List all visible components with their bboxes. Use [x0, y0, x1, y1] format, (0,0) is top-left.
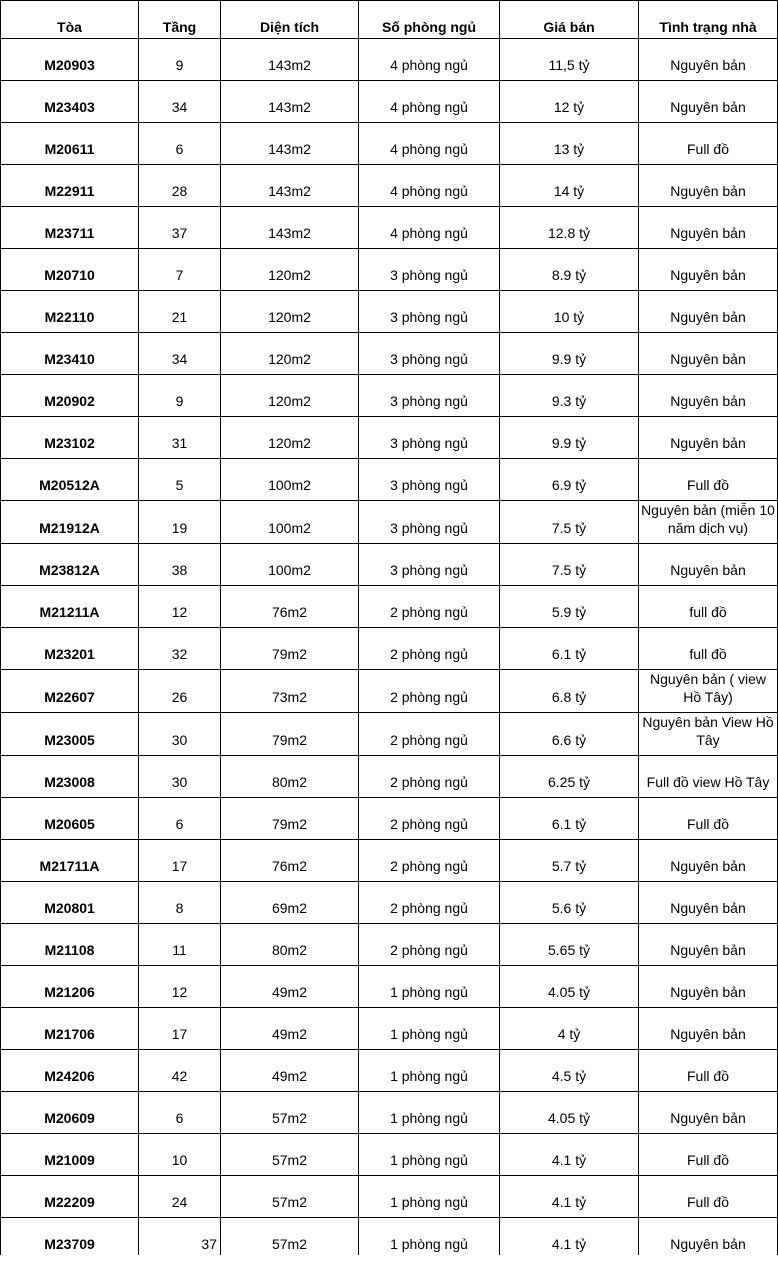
- cell-tang: 9: [139, 39, 221, 81]
- table-row: [1, 840, 778, 882]
- cell-tang: 10: [139, 1134, 221, 1176]
- cell-gia-ban: 6.8 tỷ: [500, 670, 639, 713]
- cell-toa: M20903: [1, 39, 139, 81]
- cell-tang: 8: [139, 882, 221, 924]
- table-row: [1, 123, 778, 165]
- cell-dien-tich: 57m2: [221, 1134, 359, 1176]
- cell-so-phong-ngu: 3 phòng ngủ: [359, 291, 500, 333]
- cell-tinh-trang: Nguyên bản: [639, 1008, 778, 1050]
- cell-so-phong-ngu: 1 phòng ngủ: [359, 1134, 500, 1176]
- cell-tinh-trang: Full đồ: [639, 123, 778, 165]
- cell-gia-ban: 4.05 tỷ: [500, 1092, 639, 1134]
- cell-dien-tich: 120m2: [221, 375, 359, 417]
- cell-gia-ban: 6.25 tỷ: [500, 756, 639, 798]
- cell-so-phong-ngu: 1 phòng ngủ: [359, 1008, 500, 1050]
- cell-dien-tich: 120m2: [221, 417, 359, 459]
- cell-toa: M20611: [1, 123, 139, 165]
- cell-so-phong-ngu: 3 phòng ngủ: [359, 417, 500, 459]
- cell-toa: M20902: [1, 375, 139, 417]
- cell-so-phong-ngu: 2 phòng ngủ: [359, 713, 500, 756]
- table-row: [1, 966, 778, 1008]
- cell-dien-tich: 73m2: [221, 670, 359, 713]
- cell-gia-ban: 8.9 tỷ: [500, 249, 639, 291]
- cell-tang: 34: [139, 333, 221, 375]
- cell-gia-ban: 7.5 tỷ: [500, 501, 639, 544]
- cell-gia-ban: 4.1 tỷ: [500, 1218, 639, 1256]
- cell-toa: M20512A: [1, 459, 139, 501]
- cell-tang: 34: [139, 81, 221, 123]
- table-row: [1, 333, 778, 375]
- cell-dien-tich: 79m2: [221, 798, 359, 840]
- cell-tinh-trang: Nguyên bản: [639, 375, 778, 417]
- cell-so-phong-ngu: 1 phòng ngủ: [359, 1218, 500, 1256]
- cell-tang: 17: [139, 1008, 221, 1050]
- cell-toa: M20605: [1, 798, 139, 840]
- table-row: [1, 924, 778, 966]
- cell-tinh-trang: Full đồ: [639, 1134, 778, 1176]
- cell-so-phong-ngu: 2 phòng ngủ: [359, 840, 500, 882]
- cell-toa: M23812A: [1, 544, 139, 586]
- table-row: [1, 249, 778, 291]
- cell-tinh-trang: Full đồ: [639, 798, 778, 840]
- cell-gia-ban: 7.5 tỷ: [500, 544, 639, 586]
- cell-tang: 37: [139, 1218, 221, 1256]
- cell-toa: M21206: [1, 966, 139, 1008]
- cell-gia-ban: 4.05 tỷ: [500, 966, 639, 1008]
- cell-so-phong-ngu: 2 phòng ngủ: [359, 586, 500, 628]
- table-row: [1, 501, 778, 544]
- cell-tinh-trang: Nguyên bản: [639, 249, 778, 291]
- cell-tinh-trang: Nguyên bản: [639, 924, 778, 966]
- table-row: [1, 670, 778, 713]
- table-row: [1, 756, 778, 798]
- cell-toa: M21711A: [1, 840, 139, 882]
- header-gia-ban: Giá bán: [500, 1, 639, 39]
- cell-so-phong-ngu: 2 phòng ngủ: [359, 924, 500, 966]
- cell-tang: 38: [139, 544, 221, 586]
- cell-tinh-trang: full đồ: [639, 628, 778, 670]
- cell-toa: M23709: [1, 1218, 139, 1256]
- cell-dien-tich: 143m2: [221, 81, 359, 123]
- table-row: [1, 586, 778, 628]
- cell-tinh-trang: Nguyên bản: [639, 966, 778, 1008]
- header-row: [1, 1, 778, 39]
- table-row: [1, 1134, 778, 1176]
- table-row: [1, 459, 778, 501]
- cell-gia-ban: 6.6 tỷ: [500, 713, 639, 756]
- cell-toa: M20609: [1, 1092, 139, 1134]
- table-row: [1, 165, 778, 207]
- cell-dien-tich: 49m2: [221, 1050, 359, 1092]
- cell-gia-ban: 4.1 tỷ: [500, 1176, 639, 1218]
- table-row: [1, 417, 778, 459]
- cell-tinh-trang: Nguyên bản: [639, 333, 778, 375]
- cell-tang: 21: [139, 291, 221, 333]
- cell-tang: 28: [139, 165, 221, 207]
- cell-tang: 26: [139, 670, 221, 713]
- cell-tinh-trang: Nguyên bản: [639, 1092, 778, 1134]
- cell-tinh-trang: full đồ: [639, 586, 778, 628]
- cell-tang: 6: [139, 1092, 221, 1134]
- cell-dien-tich: 143m2: [221, 165, 359, 207]
- cell-dien-tich: 49m2: [221, 966, 359, 1008]
- cell-gia-ban: 5.7 tỷ: [500, 840, 639, 882]
- table-row: [1, 882, 778, 924]
- cell-dien-tich: 143m2: [221, 123, 359, 165]
- cell-so-phong-ngu: 4 phòng ngủ: [359, 165, 500, 207]
- table-row: [1, 1218, 778, 1256]
- cell-so-phong-ngu: 4 phòng ngủ: [359, 123, 500, 165]
- cell-dien-tich: 120m2: [221, 291, 359, 333]
- cell-gia-ban: 11,5 tỷ: [500, 39, 639, 81]
- cell-tinh-trang: Nguyên bản: [639, 165, 778, 207]
- cell-gia-ban: 12 tỷ: [500, 81, 639, 123]
- cell-tang: 7: [139, 249, 221, 291]
- header-toa: Tòa: [1, 1, 139, 39]
- cell-toa: M21912A: [1, 501, 139, 544]
- cell-toa: M21211A: [1, 586, 139, 628]
- cell-gia-ban: 5.9 tỷ: [500, 586, 639, 628]
- cell-tang: 17: [139, 840, 221, 882]
- cell-dien-tich: 80m2: [221, 756, 359, 798]
- cell-dien-tich: 100m2: [221, 544, 359, 586]
- cell-so-phong-ngu: 2 phòng ngủ: [359, 628, 500, 670]
- cell-tinh-trang: Nguyên bản ( view Hồ Tây): [639, 670, 778, 713]
- table-body: [1, 39, 778, 1256]
- cell-gia-ban: 9.9 tỷ: [500, 333, 639, 375]
- cell-tang: 9: [139, 375, 221, 417]
- cell-dien-tich: 57m2: [221, 1176, 359, 1218]
- cell-tinh-trang: Nguyên bản (miễn 10 năm dịch vụ): [639, 501, 778, 544]
- cell-dien-tich: 120m2: [221, 249, 359, 291]
- table-row: [1, 39, 778, 81]
- cell-so-phong-ngu: 3 phòng ngủ: [359, 459, 500, 501]
- cell-so-phong-ngu: 4 phòng ngủ: [359, 81, 500, 123]
- cell-tinh-trang: Full đồ view Hồ Tây: [639, 756, 778, 798]
- cell-tang: 12: [139, 586, 221, 628]
- cell-toa: M22911: [1, 165, 139, 207]
- cell-tinh-trang: Nguyên bản: [639, 1218, 778, 1256]
- table-row: [1, 713, 778, 756]
- cell-dien-tich: 143m2: [221, 207, 359, 249]
- cell-gia-ban: 13 tỷ: [500, 123, 639, 165]
- cell-gia-ban: 6.9 tỷ: [500, 459, 639, 501]
- cell-toa: M20801: [1, 882, 139, 924]
- cell-so-phong-ngu: 1 phòng ngủ: [359, 966, 500, 1008]
- cell-so-phong-ngu: 1 phòng ngủ: [359, 1050, 500, 1092]
- cell-toa: M21108: [1, 924, 139, 966]
- cell-toa: M22209: [1, 1176, 139, 1218]
- cell-so-phong-ngu: 1 phòng ngủ: [359, 1092, 500, 1134]
- header-tang: Tầng: [139, 1, 221, 39]
- cell-tang: 30: [139, 713, 221, 756]
- cell-tang: 32: [139, 628, 221, 670]
- cell-toa: M20710: [1, 249, 139, 291]
- cell-so-phong-ngu: 2 phòng ngủ: [359, 882, 500, 924]
- cell-gia-ban: 6.1 tỷ: [500, 628, 639, 670]
- cell-tinh-trang: Nguyên bản: [639, 207, 778, 249]
- header-tinh-trang: Tình trạng nhà: [639, 1, 778, 39]
- cell-tinh-trang: Full đồ: [639, 1050, 778, 1092]
- cell-gia-ban: 12.8 tỷ: [500, 207, 639, 249]
- cell-dien-tich: 120m2: [221, 333, 359, 375]
- cell-tang: 42: [139, 1050, 221, 1092]
- cell-tinh-trang: Nguyên bản View Hồ Tây: [639, 713, 778, 756]
- cell-tinh-trang: Nguyên bản: [639, 39, 778, 81]
- table-row: [1, 1092, 778, 1134]
- cell-gia-ban: 4.5 tỷ: [500, 1050, 639, 1092]
- table-row: [1, 207, 778, 249]
- table-row: [1, 544, 778, 586]
- cell-so-phong-ngu: 3 phòng ngủ: [359, 544, 500, 586]
- cell-dien-tich: 57m2: [221, 1218, 359, 1256]
- cell-tinh-trang: Nguyên bản: [639, 544, 778, 586]
- cell-toa: M21706: [1, 1008, 139, 1050]
- table-row: [1, 291, 778, 333]
- cell-tinh-trang: Nguyên bản: [639, 291, 778, 333]
- cell-gia-ban: 4.1 tỷ: [500, 1134, 639, 1176]
- cell-gia-ban: 9.9 tỷ: [500, 417, 639, 459]
- cell-gia-ban: 14 tỷ: [500, 165, 639, 207]
- cell-gia-ban: 4 tỷ: [500, 1008, 639, 1050]
- cell-so-phong-ngu: 3 phòng ngủ: [359, 501, 500, 544]
- table-row: [1, 798, 778, 840]
- cell-so-phong-ngu: 3 phòng ngủ: [359, 333, 500, 375]
- header-dien-tich: Diện tích: [221, 1, 359, 39]
- cell-toa: M23102: [1, 417, 139, 459]
- cell-toa: M23005: [1, 713, 139, 756]
- cell-tang: 5: [139, 459, 221, 501]
- cell-so-phong-ngu: 4 phòng ngủ: [359, 207, 500, 249]
- table-row: [1, 1176, 778, 1218]
- cell-toa: M24206: [1, 1050, 139, 1092]
- cell-dien-tich: 57m2: [221, 1092, 359, 1134]
- header-so-phong-ngu: Số phòng ngủ: [359, 1, 500, 39]
- cell-tang: 6: [139, 123, 221, 165]
- cell-dien-tich: 79m2: [221, 628, 359, 670]
- table-row: [1, 375, 778, 417]
- cell-dien-tich: 143m2: [221, 39, 359, 81]
- cell-tang: 11: [139, 924, 221, 966]
- cell-dien-tich: 100m2: [221, 459, 359, 501]
- table-row: [1, 1050, 778, 1092]
- cell-dien-tich: 100m2: [221, 501, 359, 544]
- cell-dien-tich: 49m2: [221, 1008, 359, 1050]
- cell-so-phong-ngu: 4 phòng ngủ: [359, 39, 500, 81]
- cell-tinh-trang: Nguyên bản: [639, 840, 778, 882]
- cell-tang: 31: [139, 417, 221, 459]
- cell-tang: 12: [139, 966, 221, 1008]
- cell-gia-ban: 10 tỷ: [500, 291, 639, 333]
- table-row: [1, 1008, 778, 1050]
- cell-tinh-trang: Nguyên bản: [639, 81, 778, 123]
- cell-so-phong-ngu: 2 phòng ngủ: [359, 798, 500, 840]
- cell-so-phong-ngu: 1 phòng ngủ: [359, 1176, 500, 1218]
- cell-tang: 24: [139, 1176, 221, 1218]
- cell-toa: M23201: [1, 628, 139, 670]
- cell-toa: M23403: [1, 81, 139, 123]
- table-row: [1, 628, 778, 670]
- cell-so-phong-ngu: 2 phòng ngủ: [359, 756, 500, 798]
- cell-so-phong-ngu: 2 phòng ngủ: [359, 670, 500, 713]
- cell-tang: 37: [139, 207, 221, 249]
- cell-so-phong-ngu: 3 phòng ngủ: [359, 249, 500, 291]
- cell-toa: M22607: [1, 670, 139, 713]
- cell-dien-tich: 76m2: [221, 586, 359, 628]
- cell-toa: M21009: [1, 1134, 139, 1176]
- cell-toa: M23711: [1, 207, 139, 249]
- cell-dien-tich: 79m2: [221, 713, 359, 756]
- cell-dien-tich: 76m2: [221, 840, 359, 882]
- cell-toa: M23410: [1, 333, 139, 375]
- cell-dien-tich: 69m2: [221, 882, 359, 924]
- table-row: [1, 81, 778, 123]
- cell-tang: 30: [139, 756, 221, 798]
- cell-gia-ban: 5.6 tỷ: [500, 882, 639, 924]
- cell-tang: 19: [139, 501, 221, 544]
- cell-gia-ban: 9.3 tỷ: [500, 375, 639, 417]
- cell-gia-ban: 6.1 tỷ: [500, 798, 639, 840]
- cell-dien-tich: 80m2: [221, 924, 359, 966]
- cell-gia-ban: 5.65 tỷ: [500, 924, 639, 966]
- cell-tinh-trang: Nguyên bản: [639, 417, 778, 459]
- cell-tinh-trang: Nguyên bản: [639, 882, 778, 924]
- cell-tinh-trang: Full đồ: [639, 1176, 778, 1218]
- cell-so-phong-ngu: 3 phòng ngủ: [359, 375, 500, 417]
- cell-tang: 6: [139, 798, 221, 840]
- cell-toa: M23008: [1, 756, 139, 798]
- cell-tinh-trang: Full đồ: [639, 459, 778, 501]
- cell-toa: M22110: [1, 291, 139, 333]
